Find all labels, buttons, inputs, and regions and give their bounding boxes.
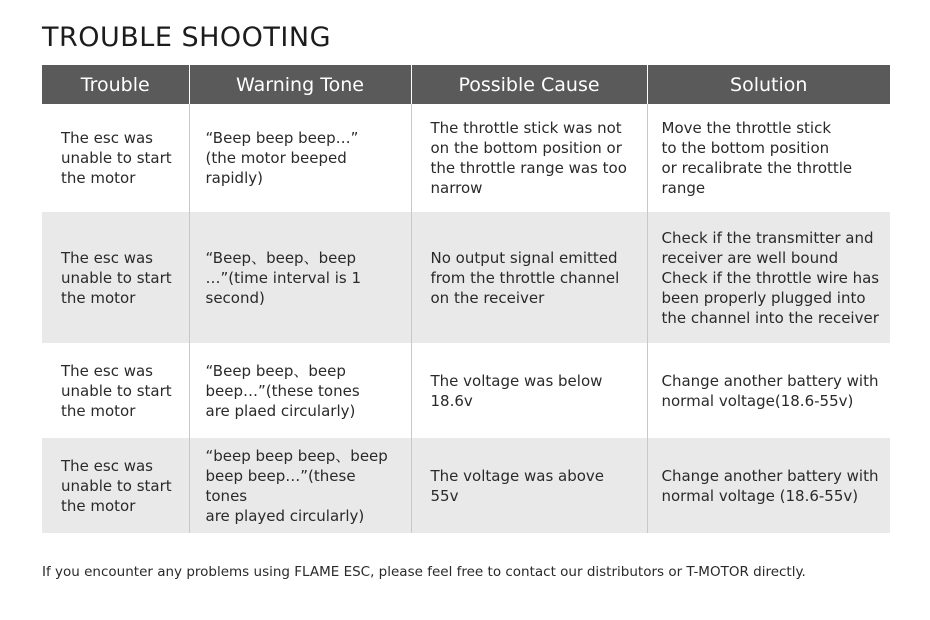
table-row <box>42 343 890 438</box>
cell-warning-tone: “beep beep beep、beep beep beep…”(these tones are played circularly) <box>189 438 411 533</box>
table-row <box>42 212 890 343</box>
cell-possible-cause: The voltage was above 55v <box>411 438 647 533</box>
cell-warning-tone: “Beep beep beep…” (the motor beeped rapidly) <box>189 104 411 212</box>
table-row <box>42 104 890 212</box>
cell-warning-tone: “Beep beep、beep beep…”(these tones are plaed circularly) <box>189 343 411 438</box>
cell-trouble: The esc was unable to start the motor <box>42 438 189 533</box>
header-possible-cause: Possible Cause <box>411 65 647 104</box>
cell-trouble: The esc was unable to start the motor <box>42 212 189 343</box>
cell-trouble: The esc was unable to start the motor <box>42 343 189 438</box>
cell-solution: Change another battery with normal voltage(18.6-55v) <box>647 343 890 438</box>
cell-warning-tone: “Beep、beep、beep …”(time interval is 1 second) <box>189 212 411 343</box>
cell-solution: Change another battery with normal voltage (18.6-55v) <box>647 438 890 533</box>
contact-note: If you encounter any problems using FLAME ESC, please feel free to contact our distributors or T-MOTOR directly. <box>42 564 806 580</box>
page-title: TROUBLE SHOOTING <box>42 22 331 53</box>
table-header-row <box>42 65 890 104</box>
table-row <box>42 438 890 533</box>
cell-solution: Check if the transmitter and receiver are well bound Check if the throttle wire has been properly plugged into the channel into the receiver <box>647 212 890 343</box>
header-solution: Solution <box>647 65 890 104</box>
header-warning-tone: Warning Tone <box>189 65 411 104</box>
cell-possible-cause: No output signal emitted from the throttle channel on the receiver <box>411 212 647 343</box>
cell-trouble: The esc was unable to start the motor <box>42 104 189 212</box>
troubleshooting-table <box>42 65 890 533</box>
header-trouble: Trouble <box>42 65 189 104</box>
cell-possible-cause: The voltage was below 18.6v <box>411 343 647 438</box>
cell-possible-cause: The throttle stick was not on the bottom position or the throttle range was too narrow <box>411 104 647 212</box>
cell-solution: Move the throttle stick to the bottom position or recalibrate the throttle range <box>647 104 890 212</box>
